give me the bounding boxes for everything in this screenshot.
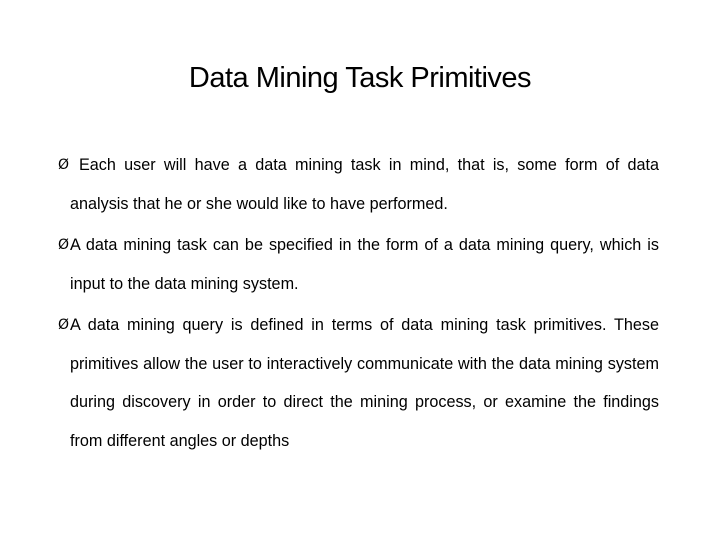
bullet-list	[58, 146, 659, 460]
arrow-bullet-icon: Ø	[58, 317, 70, 333]
bullet-text: Each user will have a data mining task in mind, that is, some form of data analysis that he or she would like to have performed.	[70, 156, 659, 213]
arrow-bullet-icon: Ø	[58, 157, 70, 173]
arrow-bullet-icon: Ø	[58, 237, 70, 253]
bullet-text: A data mining task can be specified in the form of a data mining query, which is input to the data mining system.	[70, 236, 659, 293]
bullet-item	[58, 146, 659, 223]
bullet-item	[58, 306, 659, 460]
slide-title: Data Mining Task Primitives	[188, 62, 532, 94]
bullet-item	[58, 226, 659, 303]
bullet-text: A data mining query is defined in terms of data mining task primitives. These primitives allow the user to interactively communicate with the data mining system during discovery in order to direct the mining process, or examine the findings from different angles or depths	[70, 316, 659, 450]
